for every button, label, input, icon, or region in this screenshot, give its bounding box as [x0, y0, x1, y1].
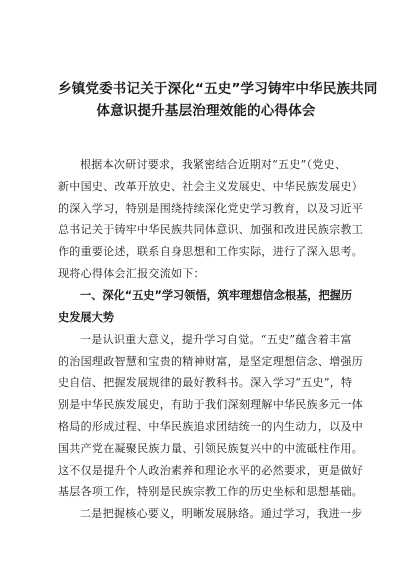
text-line: 别是中华民族发展史，有助于我们深刻理解中华民族多元一体 [58, 398, 364, 412]
document-title [58, 78, 378, 122]
body-paragraph [58, 503, 363, 525]
text-line: 现将心得体会汇报交流如下： [58, 266, 205, 280]
text-line: 这不仅是提升个人政治素养和理论水平的必然要求，更是做好 [58, 463, 364, 477]
heading-line: 一、深化“五史”学习领悟，筑牢理想信念根基，把握历 [80, 288, 353, 302]
text-line: 总书记关于铸牢中华民族共同体意识、加强和改进民族宗教工 [58, 223, 364, 237]
text-line: 作的重要论述，联系自身思想和工作实际，进行了深入思考。 [58, 245, 364, 259]
heading-line: 史发展大势 [58, 310, 114, 324]
text-line: 国共产党在凝聚民族力量、引领民族复兴中的中流砥柱作用。 [58, 441, 364, 455]
title-line: 乡镇党委书记关于深化“五史”学习铸牢中华民族共同 [58, 81, 378, 97]
title-line: 体意识提升基层治理效能的心得体会 [96, 103, 316, 119]
body-paragraph [58, 329, 364, 503]
text-line: 新中国史、改革开放史、社会主义发展史、中华民族发展史） [58, 179, 364, 193]
intro-paragraph [58, 154, 364, 285]
text-line: 史自信、把握发展规律的最好教科书。深入学习“五史”，特 [58, 376, 353, 390]
text-line: 一是认识重大意义，提升学习自觉。“五史”蕴含着丰富 [80, 332, 352, 346]
text-line: 格局的形成过程、中华民族追求团结统一的内生动力，以及中 [58, 419, 364, 433]
text-line: 二是把握核心要义，明晰发展脉络。通过学习，我进一步 [80, 507, 363, 521]
text-line: 的深入学习，特别是围绕持续深化党史学习教育，以及习近平 [58, 201, 364, 215]
section-heading [58, 285, 354, 329]
text-line: 根据本次研讨要求，我紧密结合近期对“五史”（党史、 [80, 158, 347, 171]
text-line: 基层各项工作，特别是民族宗教工作的历史坐标和思想基础。 [58, 485, 364, 499]
text-line: 的治国理政智慧和宝贵的精神财富，是坚定理想信念、增强历 [58, 354, 364, 368]
